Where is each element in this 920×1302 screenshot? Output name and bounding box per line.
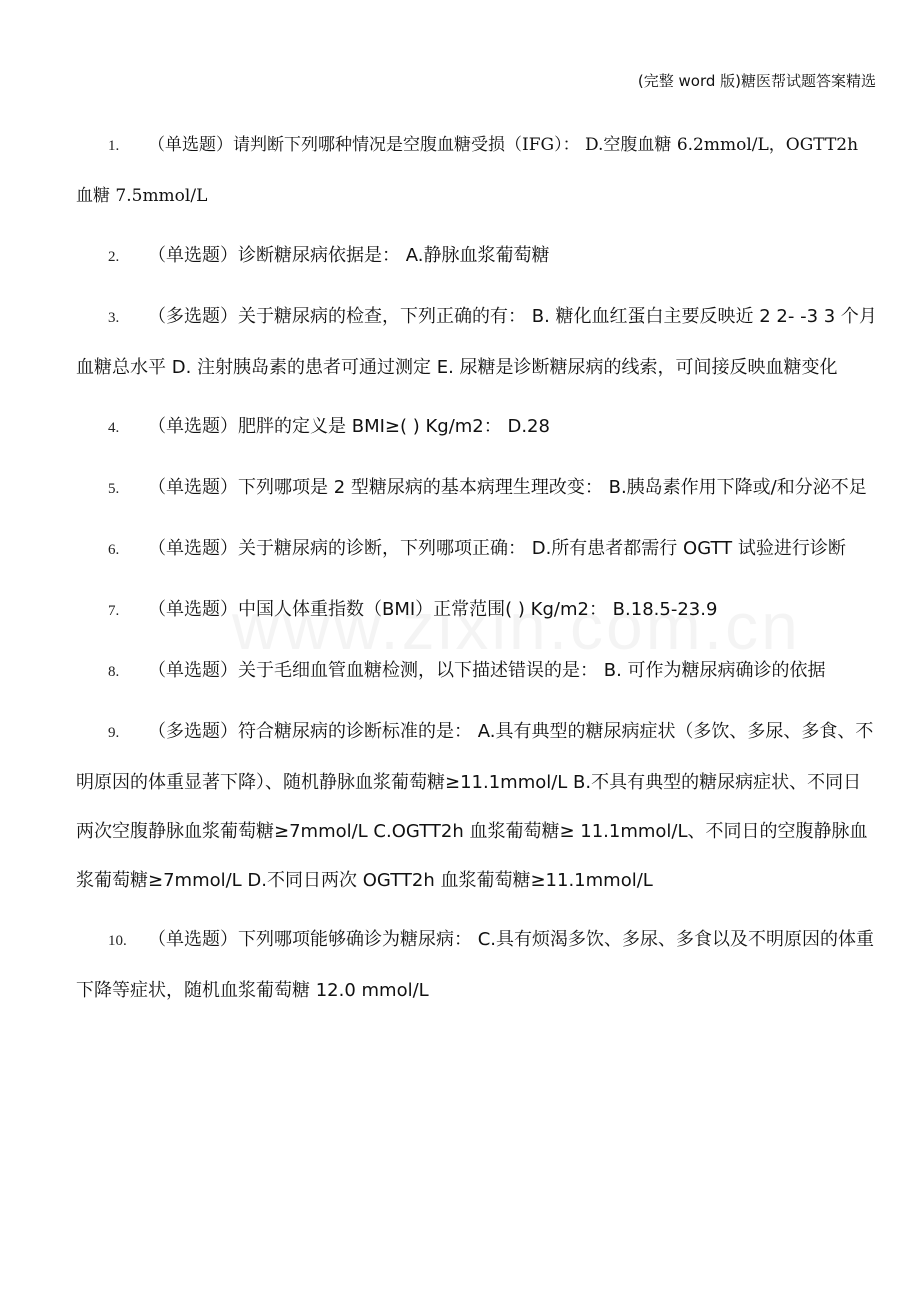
question-text: （单选题）下列哪项是 2 型糖尿病的基本病理生理改变： B.胰岛素作用下降或/和分泌不足 (148, 477, 867, 498)
question-6 (76, 524, 878, 575)
question-2 (76, 231, 878, 282)
question-text: （单选题）关于毛细血管血糖检测，以下描述错误的是： B. 可作为糖尿病确诊的依据 (148, 660, 826, 681)
question-number: 3. (108, 310, 120, 326)
question-7 (76, 585, 878, 636)
question-text: （单选题）下列哪项能够确诊为糖尿病： C.具有烦渴多饮、多尿、多食以及不明原因的体重下降等症状，随机血浆葡萄糖 12.0 mmol/L (76, 929, 875, 1001)
question-3 (76, 292, 878, 392)
question-text: （多选题）符合糖尿病的诊断标准的是： A.具有典型的糖尿病症状（多饮、多尿、多食、不明原因的体重显著下降）、随机静脉血浆葡萄糖≥11.1mmol/L B.不具有典型的糖尿病症状、不同日两次空腹静脉血浆葡萄糖≥7mmol/L C.OGTT2h 血浆葡萄糖≥ 11.1mmol/L、不同日的空腹静脉血浆葡萄糖≥7mmol/L D.不同日两次 OGTT2h 血浆葡萄糖≥11.1mmol/L (76, 721, 874, 891)
question-list (76, 120, 878, 1025)
question-4 (76, 402, 878, 453)
question-text: （单选题）请判断下列哪种情况是空腹血糖受损（IFG）： D.空腹血糖 6.2mmol/L，OGTT2h 血糖 7.5mmol/L (76, 135, 859, 206)
question-number: 9. (108, 725, 120, 741)
question-number: 8. (108, 664, 120, 680)
question-10 (76, 915, 878, 1015)
question-text: （单选题）肥胖的定义是 BMI≥( ) Kg/m2： D.28 (148, 416, 550, 437)
question-number: 4. (108, 420, 120, 436)
question-number: 6. (108, 542, 120, 558)
question-8 (76, 646, 878, 697)
question-text: （单选题）诊断糖尿病依据是： A.静脉血浆葡萄糖 (148, 245, 550, 266)
question-number: 1. (108, 138, 120, 154)
question-number: 5. (108, 481, 120, 497)
document-header: (完整 word 版)糖医帮试题答案精选 (637, 72, 876, 90)
question-text: （多选题）关于糖尿病的检查，下列正确的有： B. 糖化血红蛋白主要反映近 2 2- -3 3 个月血糖总水平 D. 注射胰岛素的患者可通过测定 E. 尿糖是诊断糖尿病的线索，可间接反映血糖变化 (76, 306, 877, 378)
question-text: （单选题）中国人体重指数（BMI）正常范围( ) Kg/m2： B.18.5-23.9 (148, 599, 718, 620)
question-9 (76, 707, 878, 905)
question-1 (76, 120, 878, 221)
question-text: （单选题）关于糖尿病的诊断，下列哪项正确： D.所有患者都需行 OGTT 试验进行诊断 (148, 538, 846, 559)
question-number: 10. (108, 933, 127, 949)
question-5 (76, 463, 878, 514)
question-number: 7. (108, 603, 120, 619)
question-number: 2. (108, 249, 120, 265)
